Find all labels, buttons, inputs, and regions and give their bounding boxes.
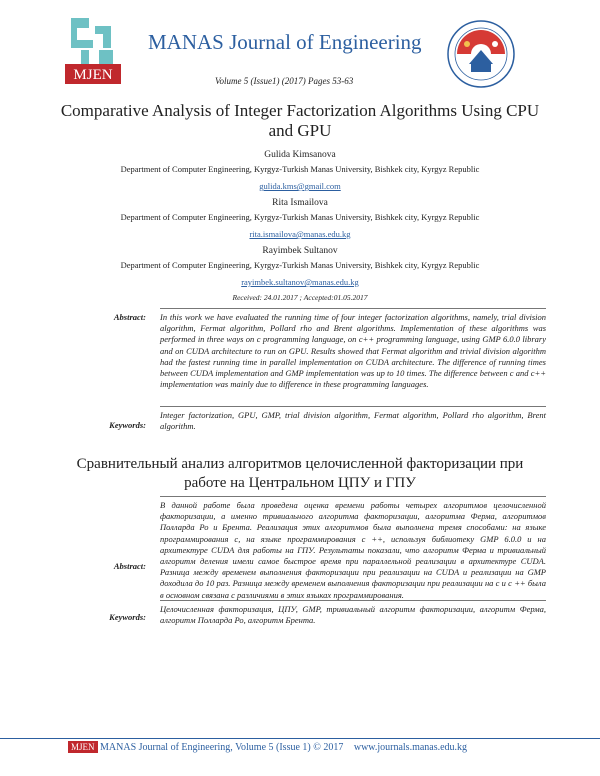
university-seal-icon: [447, 20, 515, 88]
author-affiliation: Department of Computer Engineering, Kyrgyz-Turkish Manas University, Bishkek city, Kyrgyz Republic: [120, 260, 480, 270]
abstract-label-ru: Abstract:: [113, 561, 146, 571]
volume-info: Volume 5 (Issue1) (2017) Pages 53-63: [215, 76, 354, 86]
divider: [160, 308, 546, 309]
paper-title: Comparative Analysis of Integer Factorization Algorithms Using CPU and GPU: [60, 101, 540, 140]
author-name: Rita Ismailova: [272, 198, 328, 208]
russian-title: Сравнительный анализ алгоритмов целочисленной факторизации при работе на Центральном ЦПУ и ГПУ: [76, 456, 524, 491]
divider: [160, 406, 546, 407]
journal-logo: [65, 18, 125, 86]
author-affiliation: Department of Computer Engineering, Kyrgyz-Turkish Manas University, Bishkek city, Kyrgyz Republic: [120, 212, 480, 222]
author-affiliation: Department of Computer Engineering, Kyrgyz-Turkish Manas University, Bishkek city, Kyrgyz Republic: [120, 164, 480, 174]
logo-text: MJEN: [73, 67, 113, 83]
journal-name: MANAS Journal of Engineering: [148, 30, 422, 54]
divider: [160, 496, 546, 497]
keywords-text: Integer factorization, GPU, GMP, trial division algorithm, Fermat algorithm, Pollard rho algorithm, Brent algorithm.: [160, 410, 546, 432]
keywords-label: Keywords:: [109, 420, 146, 430]
abstract-text: In this work we have evaluated the running time of four integer factorization algorithms, namely, trial division algorithm, Fermat algorithm, Pollard rho and Brent algorithms. Implementation of these algorithms was performed in three ways on c programming language, on c++ programming language, using GMP 6.0.0 library and on CUDA architecture to run on GPU. Results showed that Fermat algorithm and trivial division algorithm had the fastest running time in parallel implementation on CUDA architecture. The difference of running times between CUDA implementation and GMP implementation was up to 10 times. The difference between c and c++ implementation was mainly due to difference in these programming languages.: [160, 312, 546, 390]
abstract-text-ru: В данной работе была проведена оценка времени работы четырех алгоритмов целочисленной факторизации, а именно тривиального алгоритма факторизации, алгоритма Ферма, алгоритмов Полларда Ро и Брента. Реализация этих алгоритмов была выполнена тремя способами: на языке программирования с, на языке программирования с ++, используя библиотеку GMP 6.0.0 и на архитектуре CUDA для работы на ГПУ. Результаты показали, что алгоритм Ферма и тривиальный алгоритм деления имели самое быстрое время при параллельной реализации в архитектуре CUDA. Разница между временем выполнения факторизации при реализации на CUDA и реализации на GMP доходила до 10 раз. Разница между временем выполнения факторизации при реализации на с и с ++ была в основном связана с различиями в этих языках программирования.: [160, 500, 546, 600]
abstract-label: Abstract:: [113, 312, 146, 322]
author-email-link[interactable]: rita.ismailova@manas.edu.kg: [249, 229, 351, 239]
received-dates: Received: 24.01.2017 ; Accepted:01.05.2017: [232, 293, 368, 302]
author-email-link[interactable]: rayimbek.sultanov@manas.edu.kg: [241, 277, 359, 287]
mjen-logo-icon: [65, 18, 125, 86]
author-name: Rayimbek Sultanov: [262, 246, 338, 256]
footer-url-link[interactable]: www.journals.manas.edu.kg: [353, 742, 468, 753]
keywords-text-ru: Целочисленная факторизация, ЦПУ, GMP, тривиальный алгоритм факторизации, алгоритм Ферма, алгоритм Полларда Ро, алгоритм Брента.: [160, 604, 546, 626]
author-email-link[interactable]: gulida.kms@gmail.com: [259, 181, 341, 191]
footer-divider: [0, 738, 600, 739]
keywords-label-ru: Keywords:: [109, 612, 146, 622]
footer-logo-badge: MJEN: [68, 741, 98, 753]
footer: [68, 741, 467, 753]
footer-citation: MANAS Journal of Engineering, Volume 5 (Issue 1) © 2017: [100, 742, 344, 753]
author-name: Gulida Kimsanova: [264, 150, 336, 160]
divider: [160, 600, 546, 601]
